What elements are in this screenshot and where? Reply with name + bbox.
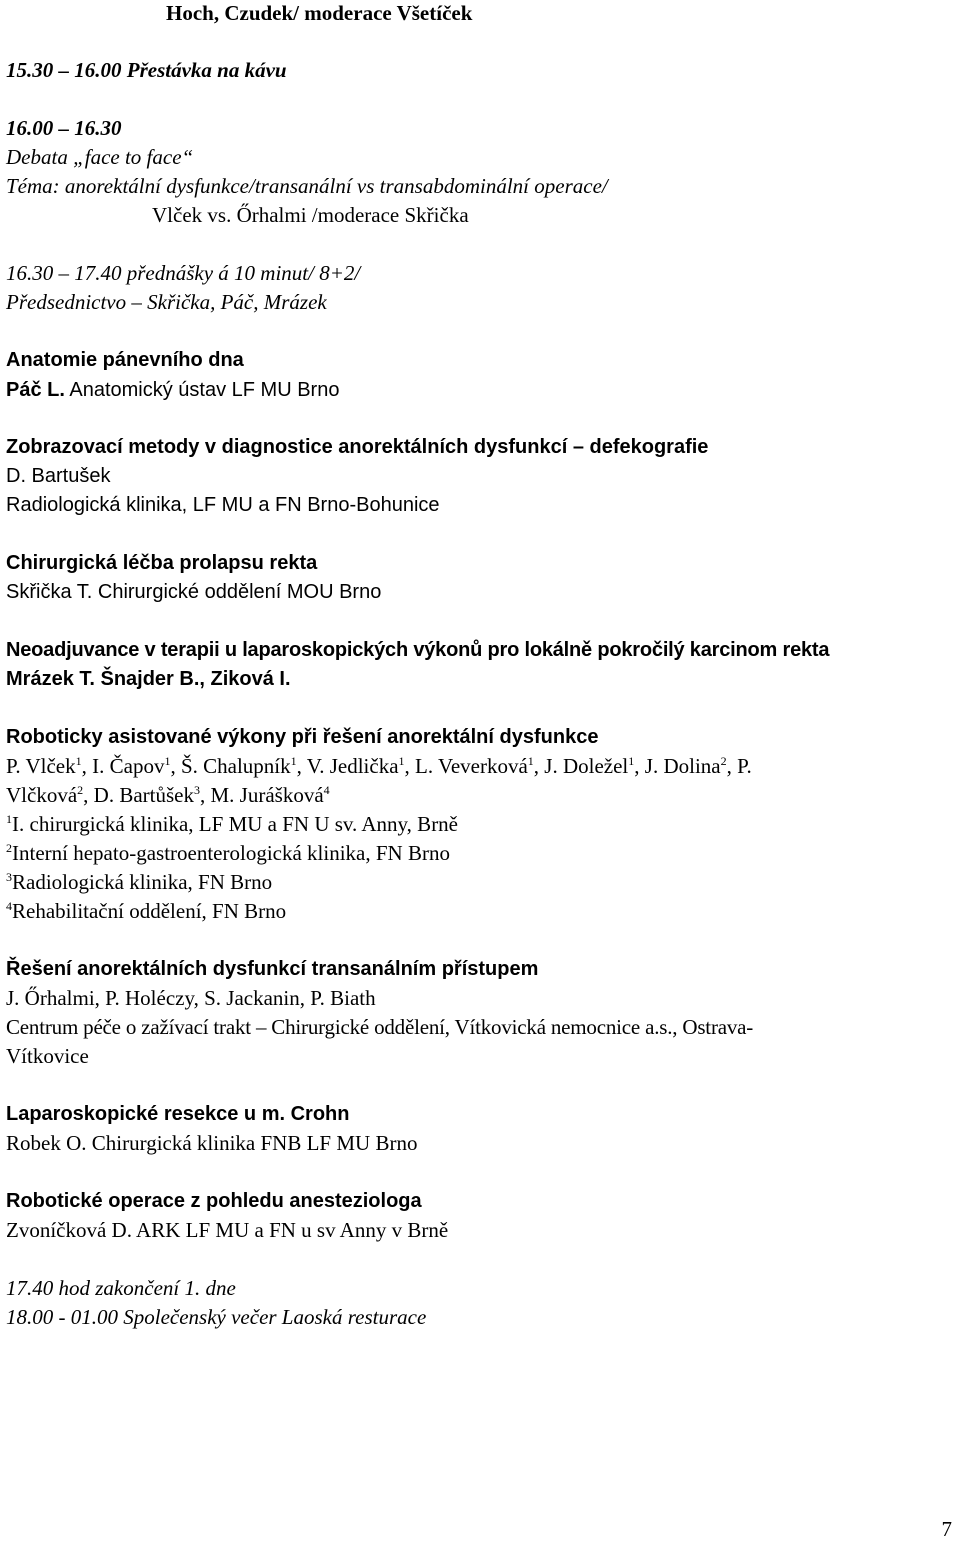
affiliation-2: $^2$Interní hepato-gastroenterologická klinika, FN Brno — [6, 841, 450, 865]
talk-affiliation-6: Centrum péče o zažívací trakt – Chirurgické oddělení, Vítkovická nemocnice a.s., Ostrava- — [6, 1015, 754, 1039]
talk-author-2: D. Bartušek — [6, 465, 111, 487]
talk-author-4: Mrázek T. Šnajder B., Ziková I. — [6, 668, 291, 690]
talk-author-1 — [6, 375, 339, 405]
coffee-break: 15.30 – 16.00 Přestávka na kávu — [6, 58, 287, 82]
talk-author-8: Zvoníčková D. ARK LF MU a FN u sv Anny v Brně — [6, 1218, 449, 1242]
talk-title-3: Chirurgická léčba prolapsu rekta — [6, 552, 318, 574]
program-page — [6, 0, 960, 1543]
talk-affiliation-2: Radiologická klinika, LF MU a FN Brno-Bohunice — [6, 494, 440, 516]
affiliation-1: $^1$I. chirurgická klinika, LF MU a FN U sv. Anny, Brně — [6, 812, 459, 836]
author-affiliation: Anatomický ústav LF MU Brno — [64, 379, 340, 401]
talk-title-6: Řešení anorektálních dysfunkcí transanálním přístupem — [6, 958, 539, 980]
debate-participants: Vlček vs. Őrhalmi /moderace Skřička — [152, 203, 469, 227]
talk-author-7: Robek O. Chirurgická klinika FNB LF MU Brno — [6, 1131, 418, 1155]
talk-author-3: Skřička T. Chirurgické oddělení MOU Brno — [6, 581, 382, 603]
affiliation-4: $^4$Rehabilitační oddělení, FN Brno — [6, 899, 287, 923]
lectures-time: 16.30 – 17.40 přednášky á 10 minut/ 8+2/ — [6, 261, 361, 285]
talk-title-2: Zobrazovací metody v diagnostice anorektálních dysfunkcí – defekografie — [6, 436, 709, 458]
moderators-line: Hoch, Czudek/ moderace Všetíček — [166, 1, 473, 25]
social-evening: 18.00 - 01.00 Společenský večer Laoská resturace — [6, 1305, 427, 1329]
talk-authors-6: J. Őrhalmi, P. Holéczy, S. Jackanin, P. Biath — [6, 986, 376, 1010]
talk-title-1: Anatomie pánevního dna — [6, 349, 244, 371]
debate-time: 16.00 – 16.30 — [6, 116, 122, 140]
talk-title-7: Laparoskopické resekce u m. Crohn — [6, 1103, 350, 1125]
author-name: Páč L. — [6, 379, 65, 401]
chairs-line: Předsednictvo – Skřička, Páč, Mrázek — [6, 290, 327, 314]
talk-authors-5-line1: P. Vlček$^1$, I. Čapov$^1$, Š. Chalupník$^1$, V. Jedlička$^1$, L. Veverková$^1$, J. Doležel$^1$, J. Dolina$^2$, P. — [6, 754, 752, 778]
debate-title: Debata „face to face“ — [6, 145, 194, 169]
talk-title-5: Roboticky asistované výkony při řešení anorektální dysfunkce — [6, 726, 599, 748]
debate-topic: Téma: anorektální dysfunkce/transanální vs transabdominální operace/ — [6, 174, 608, 198]
page-number: 7 — [941, 1517, 952, 1541]
talk-title-4: Neoadjuvance v terapii u laparoskopických výkonů pro lokálně pokročilý karcinom rekta — [6, 639, 830, 661]
day-end: 17.40 hod zakončení 1. dne — [6, 1276, 236, 1300]
talk-authors-5-line2: Vlčková$^2$, D. Bartůšek$^3$, M. Jurášková$^4$ — [6, 783, 330, 807]
affiliation-3: $^3$Radiologická klinika, FN Brno — [6, 870, 273, 894]
talk-affiliation-6-cont: Vítkovice — [6, 1044, 89, 1068]
talk-title-8: Robotické operace z pohledu anesteziologa — [6, 1190, 422, 1212]
